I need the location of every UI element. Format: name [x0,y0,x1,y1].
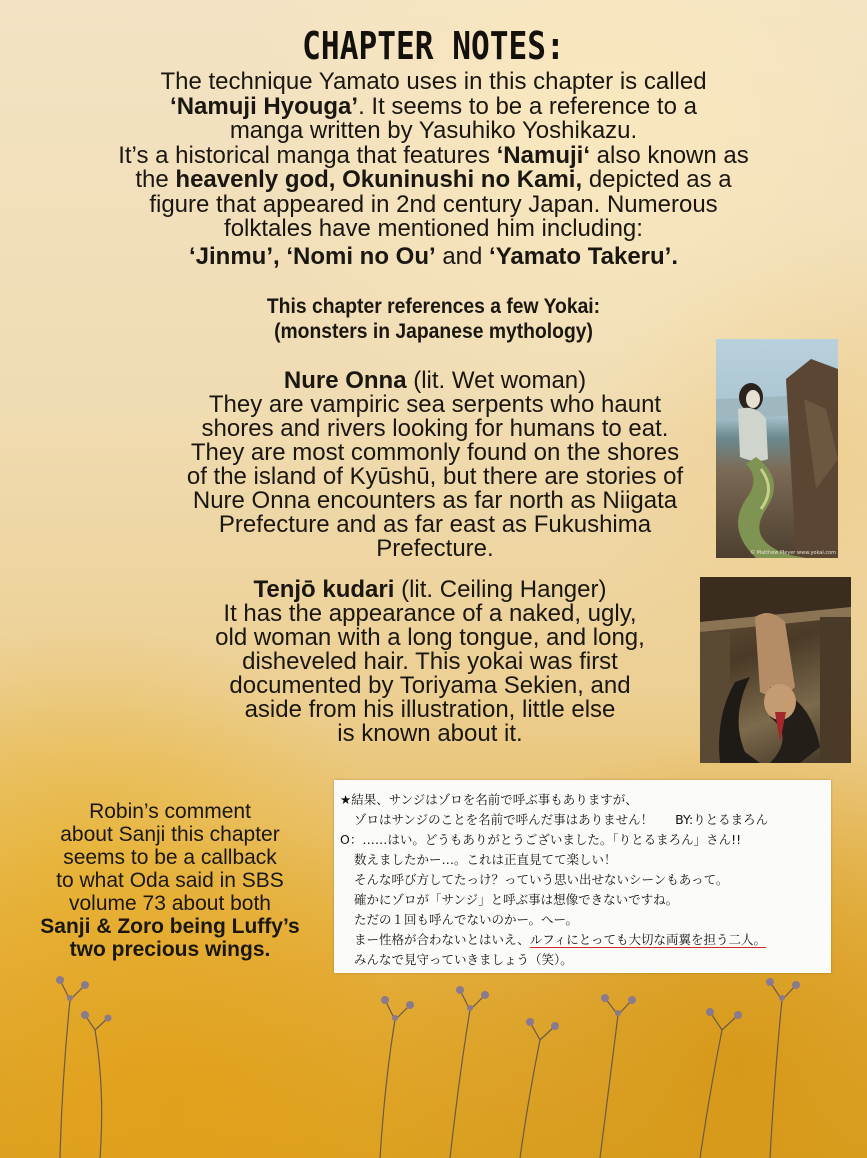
robin-comment: Robin’s comment about Sanji this chapter seems to be a callback to what Oda said in SBS volume 73 about both Sanji & Zoro being Luffy’s two precious wings. [40,800,300,961]
intro-line: The technique Yamato uses in this chapter is called [160,68,707,95]
yokai-name: Nure Onna [283,367,407,394]
sbs-answer: みんなで見守っていきましょう（笑）。 [354,952,573,967]
sbs-answer: 確かにゾロが「サンジ」と呼ぶ事は想像できないですね。 [354,892,679,907]
intro-line: It’s a historical manga that features ‘Namuji‘ also known as [118,141,749,169]
dried-flowers-decoration [0,960,867,1158]
sbs-answer: まー性格が合わないとはいえ、ルフィにとっても大切な両翼を担う二人。 [354,932,767,947]
intro-paragraph [0,70,867,269]
sbs-highlight: ルフィにとっても大切な両翼を担う二人。 [529,932,767,947]
sbs-excerpt [334,780,831,973]
tenjo-kudari-entry: Tenjō kudari (lit. Ceiling Hanger) It has the appearance of a naked, ugly, old woman with a long tongue, and long, disheveled hair. This yokai was first documented by Toriyama Sekien, and aside from his illustration, little else is known about it. [215,576,645,747]
intro-line: ‘Jinmu’, ‘Nomi no Ou’ and ‘Yamato Takeru’. [188,242,679,270]
sbs-answer: O：……はい。どうもありがとうございました。「りとるまろん」さん!! [340,832,742,847]
intro-line: ‘Namuji Hyouga’. It seems to be a reference to a [170,92,697,120]
sbs-answer: 数えましたかー…。これは正直見てて楽しい！ [354,852,617,867]
intro-line: folktales have mentioned him including: [224,215,643,242]
sbs-byline: BY:りとるまろん [675,812,769,827]
tenjo-kudari-illustration [700,577,851,763]
illustration-credit: © Matthew Meyer www.yokai.com [750,550,836,556]
sbs-question: ゾロはサンジのことを名前で呼んだ事はありません！ BY:りとるまろん [354,812,769,827]
technique-name: ‘Namuji Hyouga’ [170,92,359,120]
sbs-answer: そんな呼び方してたっけ？っていう思い出せないシーンもあって。 [354,872,729,887]
nure-onna-entry: Nure Onna (lit. Wet woman) They are vampiric sea serpents who haunt shores and rivers looking for humans to eat. They are most commonly found on the shores of the island of Kyūshū, but there are stories of Nure Onna encounters as far north as Niigata Prefecture and as far east as Fukushima Prefecture. [186,367,684,562]
yokai-name: Tenjō kudari [253,576,395,603]
page-title: CHAPTER NOTES: [302,24,565,68]
intro-line: manga written by Yasuhiko Yoshikazu. [229,117,638,144]
sbs-answer: ただの１回も呼んでないのかー。へー。 [354,912,579,927]
yokai-heading: This chapter references a few Yokai: (monsters in Japanese mythology) [266,295,601,343]
intro-line: figure that appeared in 2nd century Japan. Numerous [149,190,718,218]
intro-line: the heavenly god, Okuninushi no Kami, depicted as a [135,166,732,193]
nure-onna-illustration [716,339,838,558]
sbs-question: ★結果、サンジはゾロを名前で呼ぶ事もありますが、 [340,792,638,807]
